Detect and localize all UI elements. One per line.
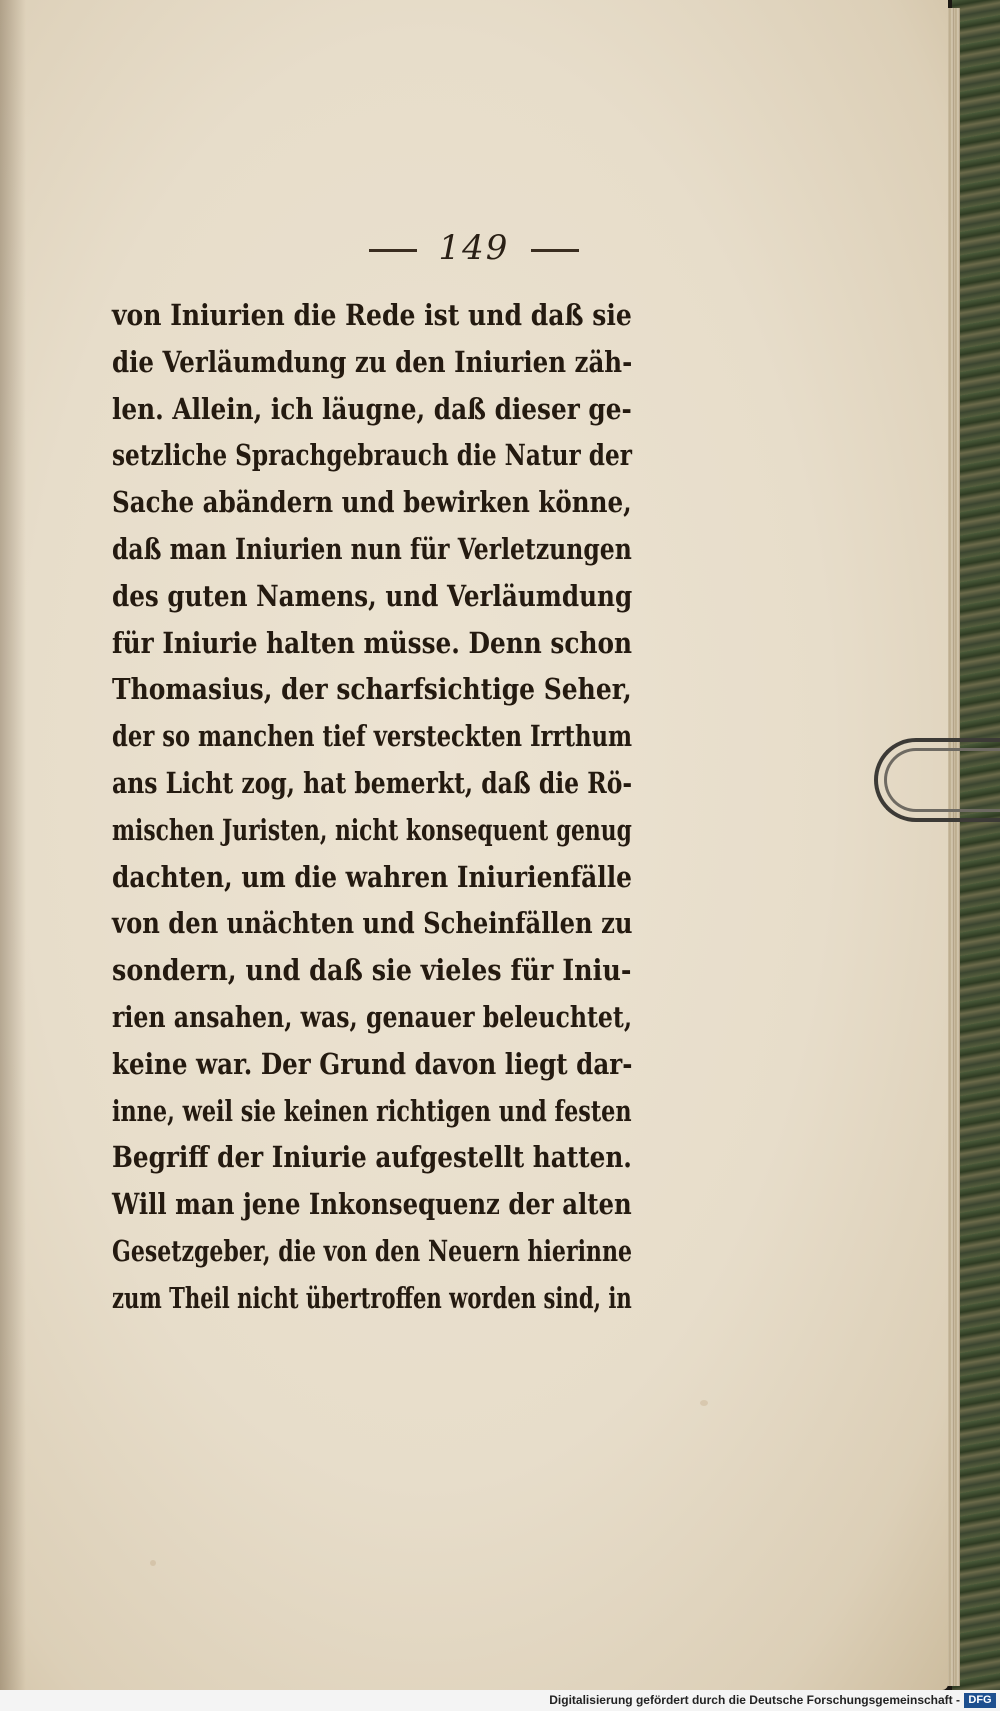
text-line: keine war. Der Grund davon liegt dar- xyxy=(112,1046,633,1081)
foxing-spot xyxy=(150,1560,156,1566)
dfg-logo: DFG xyxy=(964,1693,996,1708)
funding-credit: Digitalisierung gefördert durch die Deutsche Forschungsgemeinschaft - xyxy=(549,1693,960,1707)
text-line: von den unächten und Scheinfällen zu xyxy=(112,906,633,941)
text-line: Will man jene Inkonsequenz der alten xyxy=(112,1187,632,1222)
header-dash-right xyxy=(531,249,579,252)
text-line: rien ansahen, was, genauer beleuchtet, xyxy=(112,999,633,1034)
text-line: Thomasius, der scharfsichtige Seher, xyxy=(112,672,632,707)
text-line: setzliche Sprachgebrauch die Natur der xyxy=(112,438,632,473)
text-line: sondern, und daß sie vieles für Iniu- xyxy=(112,953,632,988)
text-line: von Iniurien die Rede ist und daß sie xyxy=(112,298,632,332)
text-line: len. Allein, ich läugne, daß dieser ge- xyxy=(112,391,632,426)
page-number: 149 xyxy=(438,228,510,268)
text-line: mischen Juristen, nicht konsequent genug xyxy=(112,812,632,847)
text-line: des guten Namens, und Verläumdung xyxy=(112,578,633,613)
text-line: für Iniurie halten müsse. Denn schon xyxy=(112,625,632,660)
text-line: die Verläumdung zu den Iniurien zäh- xyxy=(112,344,633,379)
body-text xyxy=(112,292,682,1322)
text-line: Gesetzgeber, die von den Neuern hierinne xyxy=(112,1233,633,1268)
text-line: zum Theil nicht übertroffen worden sind, in xyxy=(112,1280,632,1315)
foxing-spot xyxy=(700,1400,708,1406)
text-line: ans Licht zog, hat bemerkt, daß die Rö- xyxy=(112,765,633,800)
page-header xyxy=(0,228,948,268)
text-line: dachten, um die wahren Iniurienfälle xyxy=(112,859,632,894)
text-line: inne, weil sie keinen richtigen und festen xyxy=(112,1093,632,1128)
text-line: Begriff der Iniurie aufgestellt hatten. xyxy=(112,1140,632,1175)
text-line: daß man Iniurien nun für Verletzungen xyxy=(112,531,632,566)
text-line: Sache abändern und bewirken könne, xyxy=(112,485,632,520)
text-line: der so manchen tief versteckten Irrthum xyxy=(112,719,633,754)
paper-clip-inner-loop xyxy=(884,748,1000,812)
header-dash-left xyxy=(369,249,417,252)
